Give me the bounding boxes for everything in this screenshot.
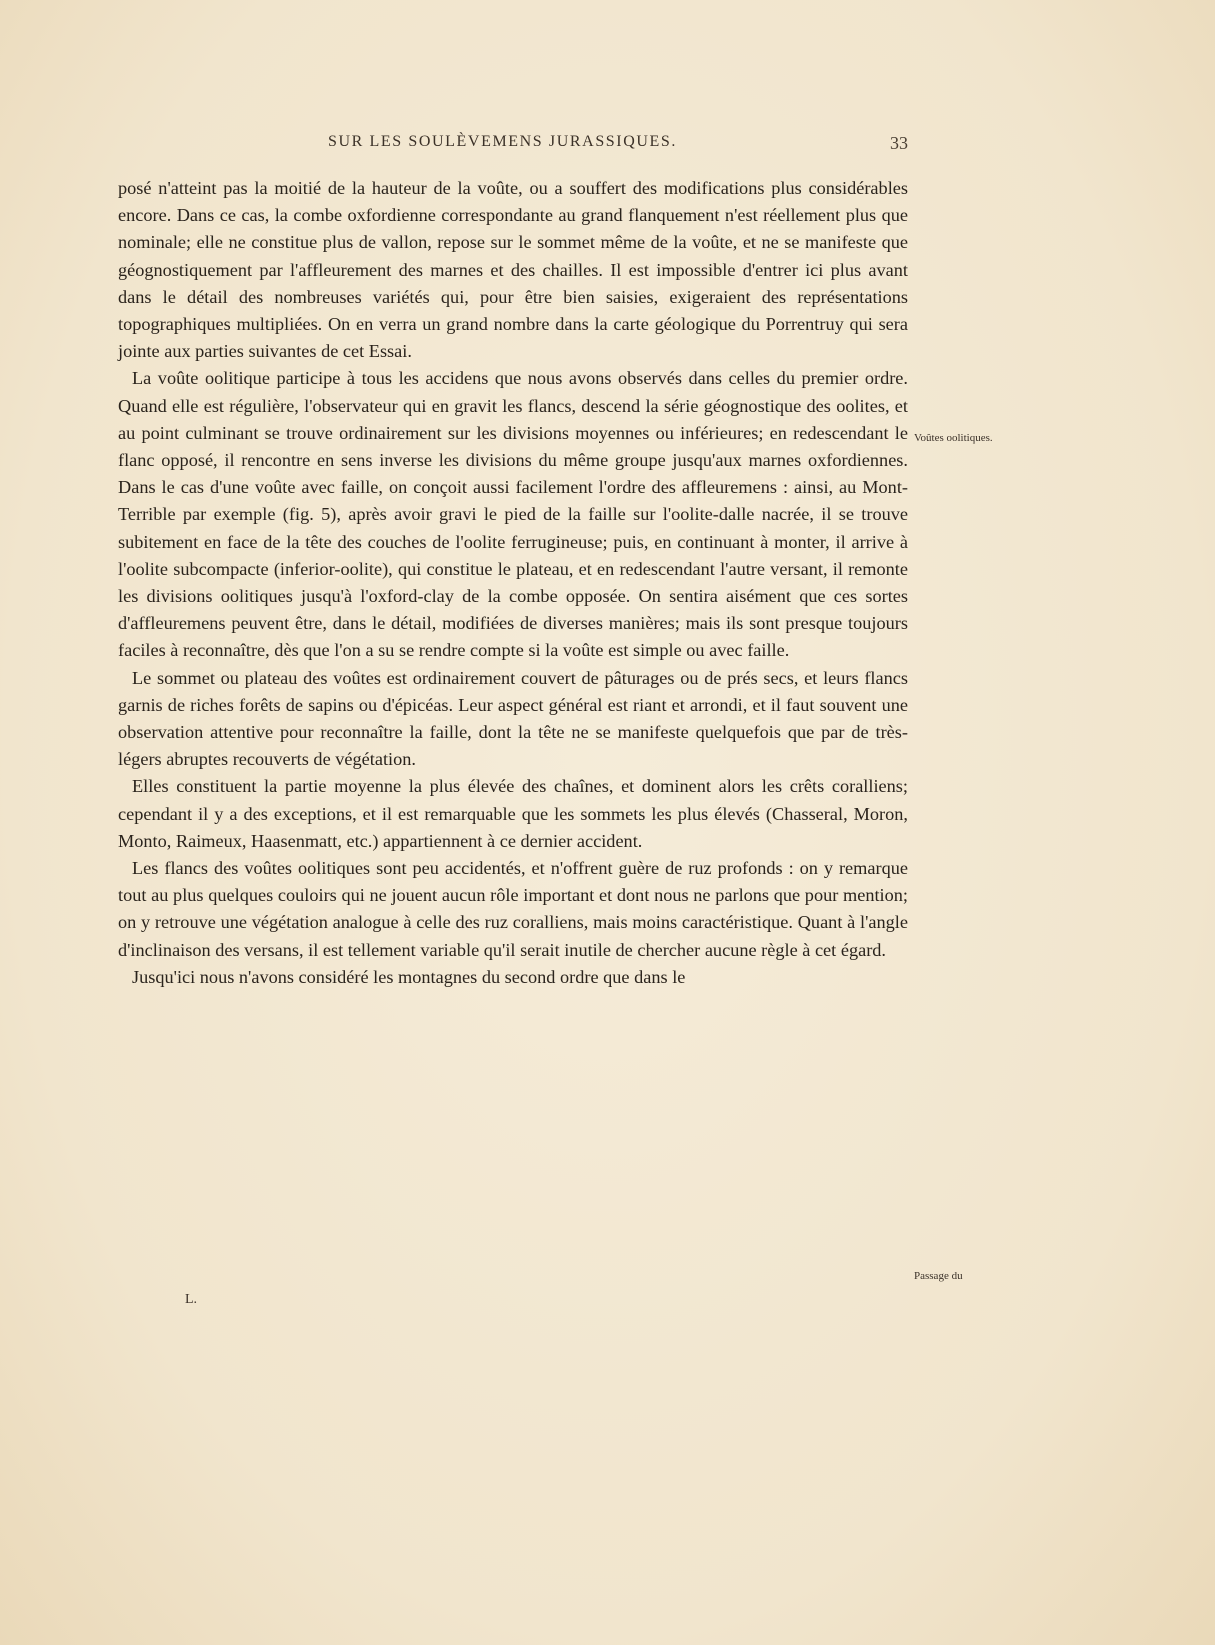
paragraph: Les flancs des voûtes oolitiques sont peu accidentés, et n'offrent guère de ruz profonds : on y remarque tout au plus quelques couloirs qui ne jouent aucun rôle important et dont nous ne parlons que pour mention; on y retrouve une végétation analogue à celle des ruz coralliens, mais moins caractéristique. Quant à l'angle d'inclinaison des versans, il est tellement variable qu'il serait inutile de chercher aucune règle à cet égard.	[118, 858, 908, 960]
running-head: SUR LES SOULÈVEMENS JURASSIQUES.	[328, 133, 678, 150]
margin-note-passage: Passage du	[914, 1270, 963, 1282]
paragraph: posé n'atteint pas la moitié de la hauteur de la voûte, ou a souffert des modifications plus considérables encore. Dans ce cas, la combe oxfordienne correspondante au grand flanquement n'est réellement plus que nominale; elle ne constitue plus de vallon, repose sur le sommet même de la voûte, et ne se manifeste que géognostiquement par l'affleurement des marnes et des chailles. Il est impossible d'entrer ici plus avant dans le détail des nombreuses variétés qui, pour être bien saisies, exigeraient des représentations topographiques multipliées. On en verra un grand nombre dans la carte géologique du Porrentruy qui sera jointe aux parties suivantes de cet Essai.	[118, 178, 908, 362]
margin-note-voutes: Voûtes oolitiques.	[914, 432, 993, 444]
paragraph: Jusqu'ici nous n'avons considéré les montagnes du second ordre que dans le	[132, 966, 686, 987]
page-number: 33	[890, 133, 908, 153]
paragraph: La voûte oolitique participe à tous les accidens que nous avons observés dans celles du premier ordre. Quand elle est régulière, l'observateur qui en gravit les flancs, descend la série géognostique des oolites, et au point culminant se trouve ordinairement sur les divisions moyennes ou inférieures; en redescendant le flanc opposé, il rencontre en sens inverse les divisions du même groupe jusqu'aux marnes oxfordiennes. Dans le cas d'une voûte avec faille, on conçoit aussi facilement l'ordre des affleuremens : ainsi, au Mont-Terrible par exemple (fig. 5), après avoir gravi le pied de la faille sur l'oolite-dalle nacrée, il se trouve subitement en face de la tête des couches de l'oolite ferrugineuse; puis, en continuant à monter, il arrive à l'oolite subcompacte (inferior-oolite), qui constitue le plateau, et en redescendant l'autre versant, il remonte les divisions oolitiques jusqu'à l'oxford-clay de la combe opposée. On sentira aisément que ces sortes d'affleuremens peuvent être, dans le détail, modifiées de diverses manières; mais ils sont presque toujours faciles à reconnaître, dès que l'on a su se rendre compte si la voûte est simple ou avec faille.	[118, 368, 908, 661]
signature-mark: L.	[185, 1292, 198, 1307]
paragraph: Elles constituent la partie moyenne la plus élevée des chaînes, et dominent alors les crêts coralliens; cependant il y a des exceptions, et il est remarquable que les sommets les plus élevés (Chasseral, Moron, Monto, Raimeux, Haasenmatt, etc.) appartiennent à ce dernier accident.	[118, 776, 908, 851]
page-header	[118, 133, 908, 155]
body-text	[118, 175, 908, 991]
paragraph: Le sommet ou plateau des voûtes est ordinairement couvert de pâturages ou de prés secs, et leurs flancs garnis de riches forêts de sapins ou d'épicéas. Leur aspect général est riant et arrondi, et il faut souvent une observation attentive pour reconnaître la faille, dont la tête ne se manifeste quelquefois que par de très-légers abruptes recouverts de végétation.	[118, 667, 908, 770]
